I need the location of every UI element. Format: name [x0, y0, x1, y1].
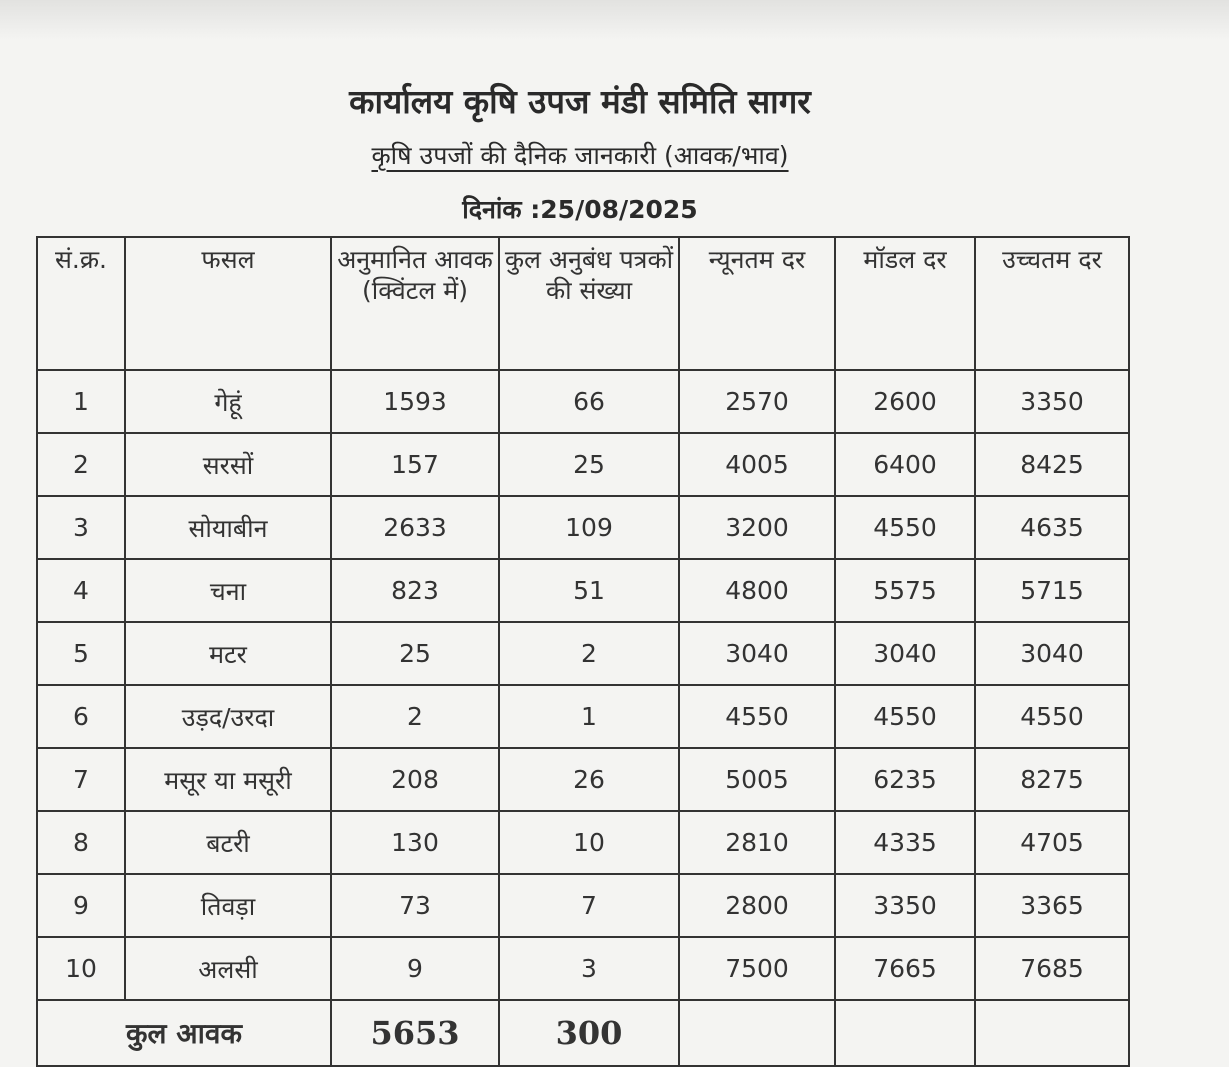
max-rate-cell: 4635	[975, 496, 1129, 559]
arrival-cell: 823	[331, 559, 499, 622]
crop-rates-table	[36, 236, 1130, 1067]
arrival-cell: 208	[331, 748, 499, 811]
arrival-cell: 1593	[331, 370, 499, 433]
serial-cell: 10	[37, 937, 125, 1000]
contracts-cell: 7	[499, 874, 679, 937]
model-rate-cell: 7665	[835, 937, 975, 1000]
header-model-rate: मॉडल दर	[835, 237, 975, 370]
table-row	[37, 433, 1129, 496]
contracts-cell: 51	[499, 559, 679, 622]
header-serial: सं.क्र.	[37, 237, 125, 370]
serial-cell: 9	[37, 874, 125, 937]
serial-cell: 3	[37, 496, 125, 559]
model-rate-cell: 6400	[835, 433, 975, 496]
empty-cell	[975, 1000, 1129, 1066]
max-rate-cell: 3040	[975, 622, 1129, 685]
empty-cell	[835, 1000, 975, 1066]
table-row	[37, 685, 1129, 748]
crop-cell: गेहूं	[125, 370, 331, 433]
arrival-cell: 9	[331, 937, 499, 1000]
serial-cell: 5	[37, 622, 125, 685]
model-rate-cell: 3350	[835, 874, 975, 937]
model-rate-cell: 4335	[835, 811, 975, 874]
serial-cell: 1	[37, 370, 125, 433]
crop-cell: उड़द/उरदा	[125, 685, 331, 748]
crop-cell: अलसी	[125, 937, 331, 1000]
table-row	[37, 937, 1129, 1000]
model-rate-cell: 6235	[835, 748, 975, 811]
total-arrival: 5653	[331, 1000, 499, 1066]
crop-cell: सोयाबीन	[125, 496, 331, 559]
max-rate-cell: 8425	[975, 433, 1129, 496]
min-rate-cell: 3040	[679, 622, 835, 685]
table-row	[37, 874, 1129, 937]
max-rate-cell: 4550	[975, 685, 1129, 748]
max-rate-cell: 4705	[975, 811, 1129, 874]
crop-cell: बटरी	[125, 811, 331, 874]
min-rate-cell: 4005	[679, 433, 835, 496]
total-row	[37, 1000, 1129, 1066]
model-rate-cell: 2600	[835, 370, 975, 433]
crop-cell: मसूर या मसूरी	[125, 748, 331, 811]
serial-cell: 7	[37, 748, 125, 811]
min-rate-cell: 2570	[679, 370, 835, 433]
total-contracts: 300	[499, 1000, 679, 1066]
report-subtitle	[0, 138, 1160, 172]
serial-cell: 4	[37, 559, 125, 622]
min-rate-cell: 4550	[679, 685, 835, 748]
max-rate-cell: 8275	[975, 748, 1129, 811]
model-rate-cell: 5575	[835, 559, 975, 622]
report-date: दिनांक :25/08/2025	[462, 195, 698, 224]
min-rate-cell: 7500	[679, 937, 835, 1000]
header-estimated-arrival: अनुमानित आवक (क्विंटल में)	[331, 237, 499, 370]
model-rate-cell: 3040	[835, 622, 975, 685]
table-row	[37, 370, 1129, 433]
contracts-cell: 26	[499, 748, 679, 811]
min-rate-cell: 2810	[679, 811, 835, 874]
crop-cell: तिवड़ा	[125, 874, 331, 937]
arrival-cell: 157	[331, 433, 499, 496]
min-rate-cell: 2800	[679, 874, 835, 937]
serial-cell: 8	[37, 811, 125, 874]
serial-cell: 6	[37, 685, 125, 748]
min-rate-cell: 4800	[679, 559, 835, 622]
top-shadow	[0, 0, 1229, 40]
total-label: कुल आवक	[37, 1000, 331, 1066]
model-rate-cell: 4550	[835, 685, 975, 748]
min-rate-cell: 5005	[679, 748, 835, 811]
header-contract-count: कुल अनुबंध पत्रकों की संख्या	[499, 237, 679, 370]
min-rate-cell: 3200	[679, 496, 835, 559]
table-row	[37, 748, 1129, 811]
crop-cell: चना	[125, 559, 331, 622]
report-subtitle-text: कृषि उपजों की दैनिक जानकारी (आवक/भाव)	[371, 141, 789, 170]
contracts-cell: 109	[499, 496, 679, 559]
office-title: कार्यालय कृषि उपज मंडी समिति सागर	[349, 82, 811, 121]
max-rate-cell: 3350	[975, 370, 1129, 433]
contracts-cell: 1	[499, 685, 679, 748]
arrival-cell: 73	[331, 874, 499, 937]
header-min-rate: न्यूनतम दर	[679, 237, 835, 370]
table-row	[37, 622, 1129, 685]
header-max-rate: उच्चतम दर	[975, 237, 1129, 370]
table-row	[37, 811, 1129, 874]
serial-cell: 2	[37, 433, 125, 496]
model-rate-cell: 4550	[835, 496, 975, 559]
contracts-cell: 25	[499, 433, 679, 496]
empty-cell	[679, 1000, 835, 1066]
table-row	[37, 496, 1129, 559]
header-crop: फसल	[125, 237, 331, 370]
arrival-cell: 2633	[331, 496, 499, 559]
crop-cell: मटर	[125, 622, 331, 685]
contracts-cell: 2	[499, 622, 679, 685]
contracts-cell: 3	[499, 937, 679, 1000]
arrival-cell: 25	[331, 622, 499, 685]
max-rate-cell: 5715	[975, 559, 1129, 622]
contracts-cell: 10	[499, 811, 679, 874]
max-rate-cell: 7685	[975, 937, 1129, 1000]
max-rate-cell: 3365	[975, 874, 1129, 937]
table-row	[37, 559, 1129, 622]
arrival-cell: 2	[331, 685, 499, 748]
arrival-cell: 130	[331, 811, 499, 874]
contracts-cell: 66	[499, 370, 679, 433]
crop-cell: सरसों	[125, 433, 331, 496]
table-header-row	[37, 237, 1129, 370]
